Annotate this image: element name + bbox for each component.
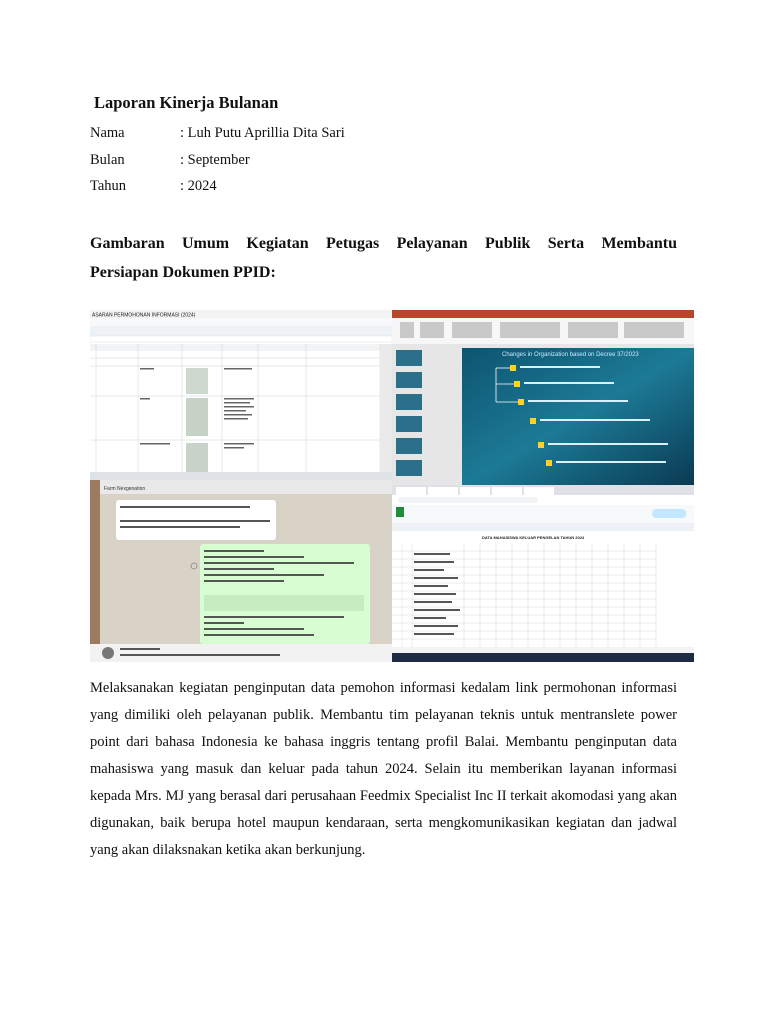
activity-screenshot-collage <box>90 310 694 662</box>
powerpoint-profile-image <box>392 310 694 485</box>
screenshot-spreadsheet-requests <box>90 310 392 480</box>
section-heading-line1: Gambaran Umum Kegiatan Petugas Pelayanan Publik Serta Membantu <box>90 235 677 252</box>
field-name <box>90 125 345 142</box>
field-name-value: : Luh Putu Aprillia Dita Sari <box>180 125 345 141</box>
chat-contact-name: Farm Nexgenation <box>104 486 146 492</box>
screenshot-chat-conversation <box>90 480 392 662</box>
sheet1-title: ASARAN PERMOHONAN INFORMASI (2024) <box>92 312 196 319</box>
sheet2-title: DATA MAHASISWA KELUAR PENGELAN TAHUN 2024 <box>482 535 585 540</box>
report-title: Laporan Kinerja Bulanan <box>94 93 279 112</box>
field-name-label: Nama <box>90 125 125 141</box>
spreadsheet-requests-image <box>90 310 392 480</box>
chat-conversation-image <box>90 480 392 662</box>
field-year-value: : 2024 <box>180 178 217 194</box>
section-heading-line2: Persiapan Dokumen PPID: <box>90 264 276 281</box>
student-data-sheet-image <box>392 485 694 662</box>
section-heading <box>90 229 677 287</box>
activity-description: Melaksanakan kegiatan penginputan data pemohon informasi kedalam link permohonan informasi yang dimiliki oleh pelayanan publik. Membantu tim pelayanan teknis untuk mentranslete power point dari bahasa Indonesia ke bahasa inggris tentang profil Balai. Membantu penginputan data mahasiswa yang masuk dan keluar pada tahun 2024. Selain itu memberikan layanan informasi kepada Mrs. MJ yang berasal dari perusahaan Feedmix Specialist Inc II terkait akomodasi yang akan digunakan, baik berupa hotel maupun kendaraan, serta mengkomunikasikan kegiatan dan jadwal yang akan dilaksnakan ketika akan berkunjung. <box>90 680 677 858</box>
screenshot-student-data-sheet <box>392 485 694 662</box>
screenshot-powerpoint-profile <box>392 310 694 485</box>
field-month-value: : September <box>180 152 250 168</box>
field-month <box>90 152 250 169</box>
field-year <box>90 178 217 195</box>
field-year-label: Tahun <box>90 178 127 194</box>
field-month-label: Bulan <box>90 152 125 168</box>
slide-title: Changes in Organization based on Decree 37/2023 <box>502 352 639 358</box>
